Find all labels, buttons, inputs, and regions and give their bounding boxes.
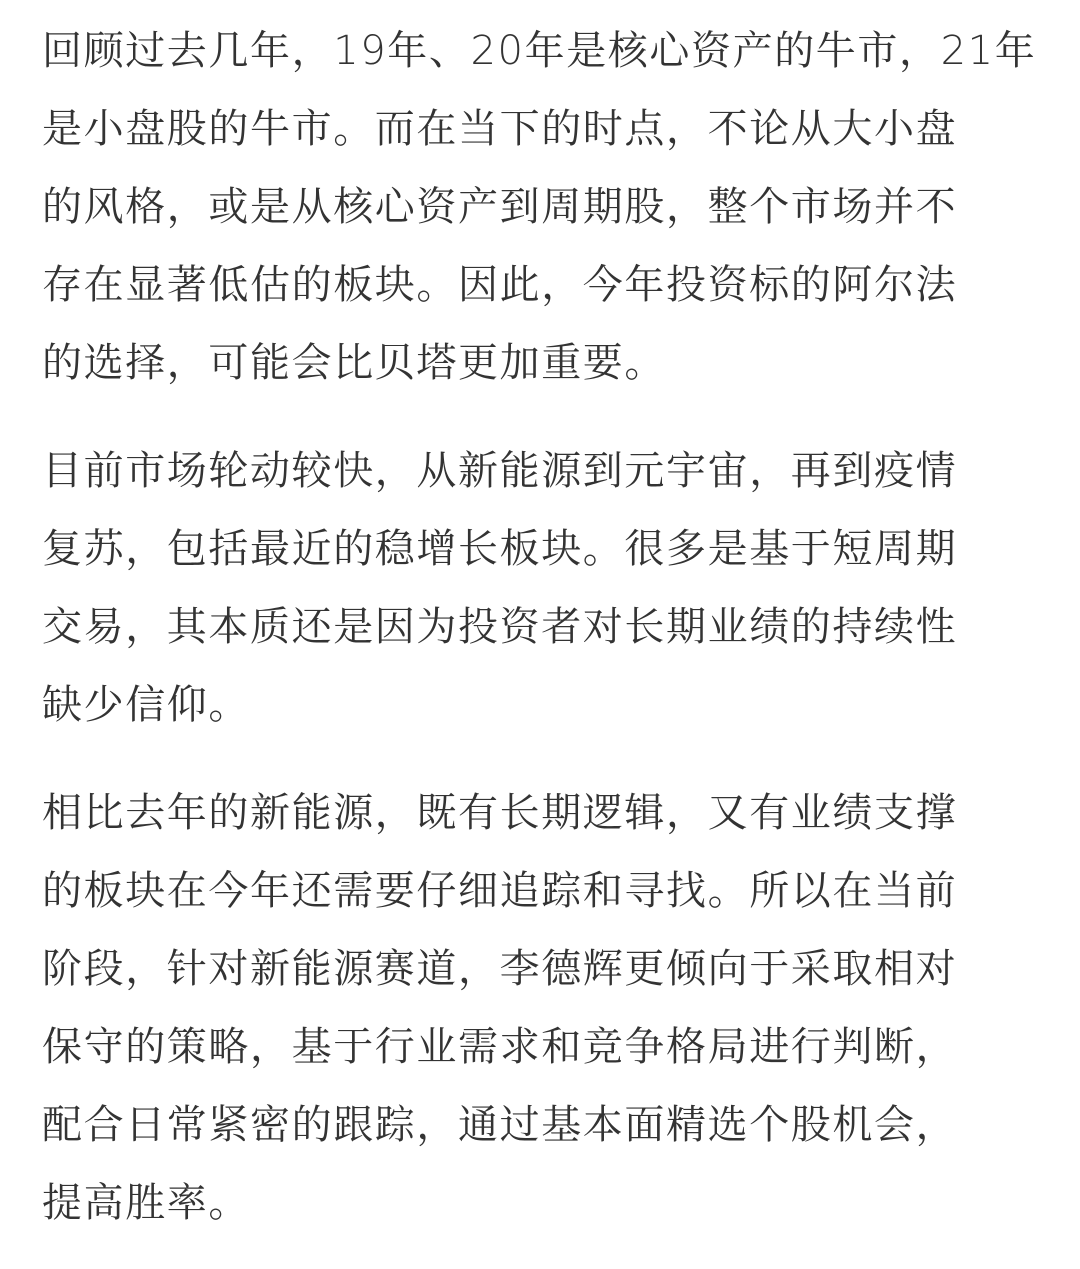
- text-line: 的选择，可能会比贝塔更加重要。: [42, 340, 666, 386]
- text-line: 阶段，针对新能源赛道，李德辉更倾向于采取相对: [42, 946, 958, 992]
- text-line: 的风格，或是从核心资产到周期股，整个市场并不: [42, 184, 958, 230]
- text-line: 提高胜率。: [42, 1180, 250, 1226]
- text-line: 复苏，包括最近的稳增长板块。很多是基于短周期: [42, 526, 958, 572]
- paragraph-spacer: [42, 402, 1038, 432]
- text-line: 目前市场轮动较快，从新能源到元宇宙，再到疫情: [42, 448, 958, 494]
- text-line: 配合日常紧密的跟踪，通过基本面精选个股机会，: [42, 1102, 958, 1148]
- text-line: 缺少信仰。: [42, 682, 250, 728]
- text-line: 交易，其本质还是因为投资者对长期业绩的持续性: [42, 604, 958, 650]
- text-line: 相比去年的新能源，既有长期逻辑，又有业绩支撑: [42, 790, 958, 836]
- paragraph-3: [42, 774, 1038, 1242]
- paragraph-1: [42, 12, 1038, 402]
- article-body: [42, 12, 1038, 1242]
- text-line: 回顾过去几年，19年、20年是核心资产的牛市，21年: [42, 28, 1037, 74]
- text-line: 保守的策略，基于行业需求和竞争格局进行判断，: [42, 1024, 958, 1070]
- text-line: 存在显著低估的板块。因此，今年投资标的阿尔法: [42, 262, 958, 308]
- paragraph-2: [42, 432, 1038, 744]
- text-line: 是小盘股的牛市。而在当下的时点，不论从大小盘: [42, 106, 958, 152]
- paragraph-spacer: [42, 744, 1038, 774]
- text-line: 的板块在今年还需要仔细追踪和寻找。所以在当前: [42, 868, 958, 914]
